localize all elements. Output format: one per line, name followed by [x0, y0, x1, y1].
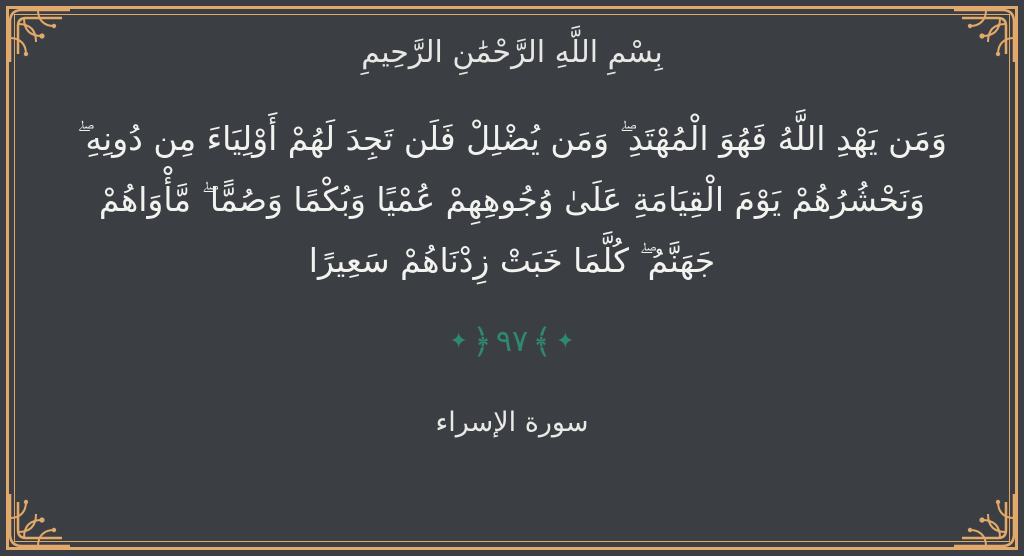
- verse-text: وَمَن يَهْدِ اللَّهُ فَهُوَ الْمُهْتَدِ ۖ وَمَن يُضْلِلْ فَلَن تَجِدَ لَهُمْ أَوْلِيَاءَ مِن دُونِهِ ۖ وَنَحْشُرُهُمْ يَوْمَ الْقِيَامَةِ عَلَىٰ وُجُوهِهِمْ عُمْيًا وَبُكْمًا وَصُمًّا ۖ مَّأْوَاهُمْ جَهَنَّمُ ۖ كُلَّمَا خَبَتْ زِدْنَاهُمْ سَعِيرًا: [77, 119, 947, 281]
- ayah-number-badge: [449, 322, 575, 363]
- verse-content: [30, 22, 994, 534]
- ayah-brace-left: ﴾: [532, 322, 553, 363]
- surah-name: سورة الإسراء: [435, 407, 589, 439]
- ayah-number: ٩٧: [495, 324, 529, 360]
- ayah-ornament-right: ✦: [556, 329, 575, 355]
- basmala-text: بِسْمِ اللَّهِ الرَّحْمَٰنِ الرَّحِيمِ: [361, 35, 663, 70]
- ayah-ornament-left: ✦: [449, 329, 468, 355]
- ayah-brace-right: ﴿: [471, 322, 492, 363]
